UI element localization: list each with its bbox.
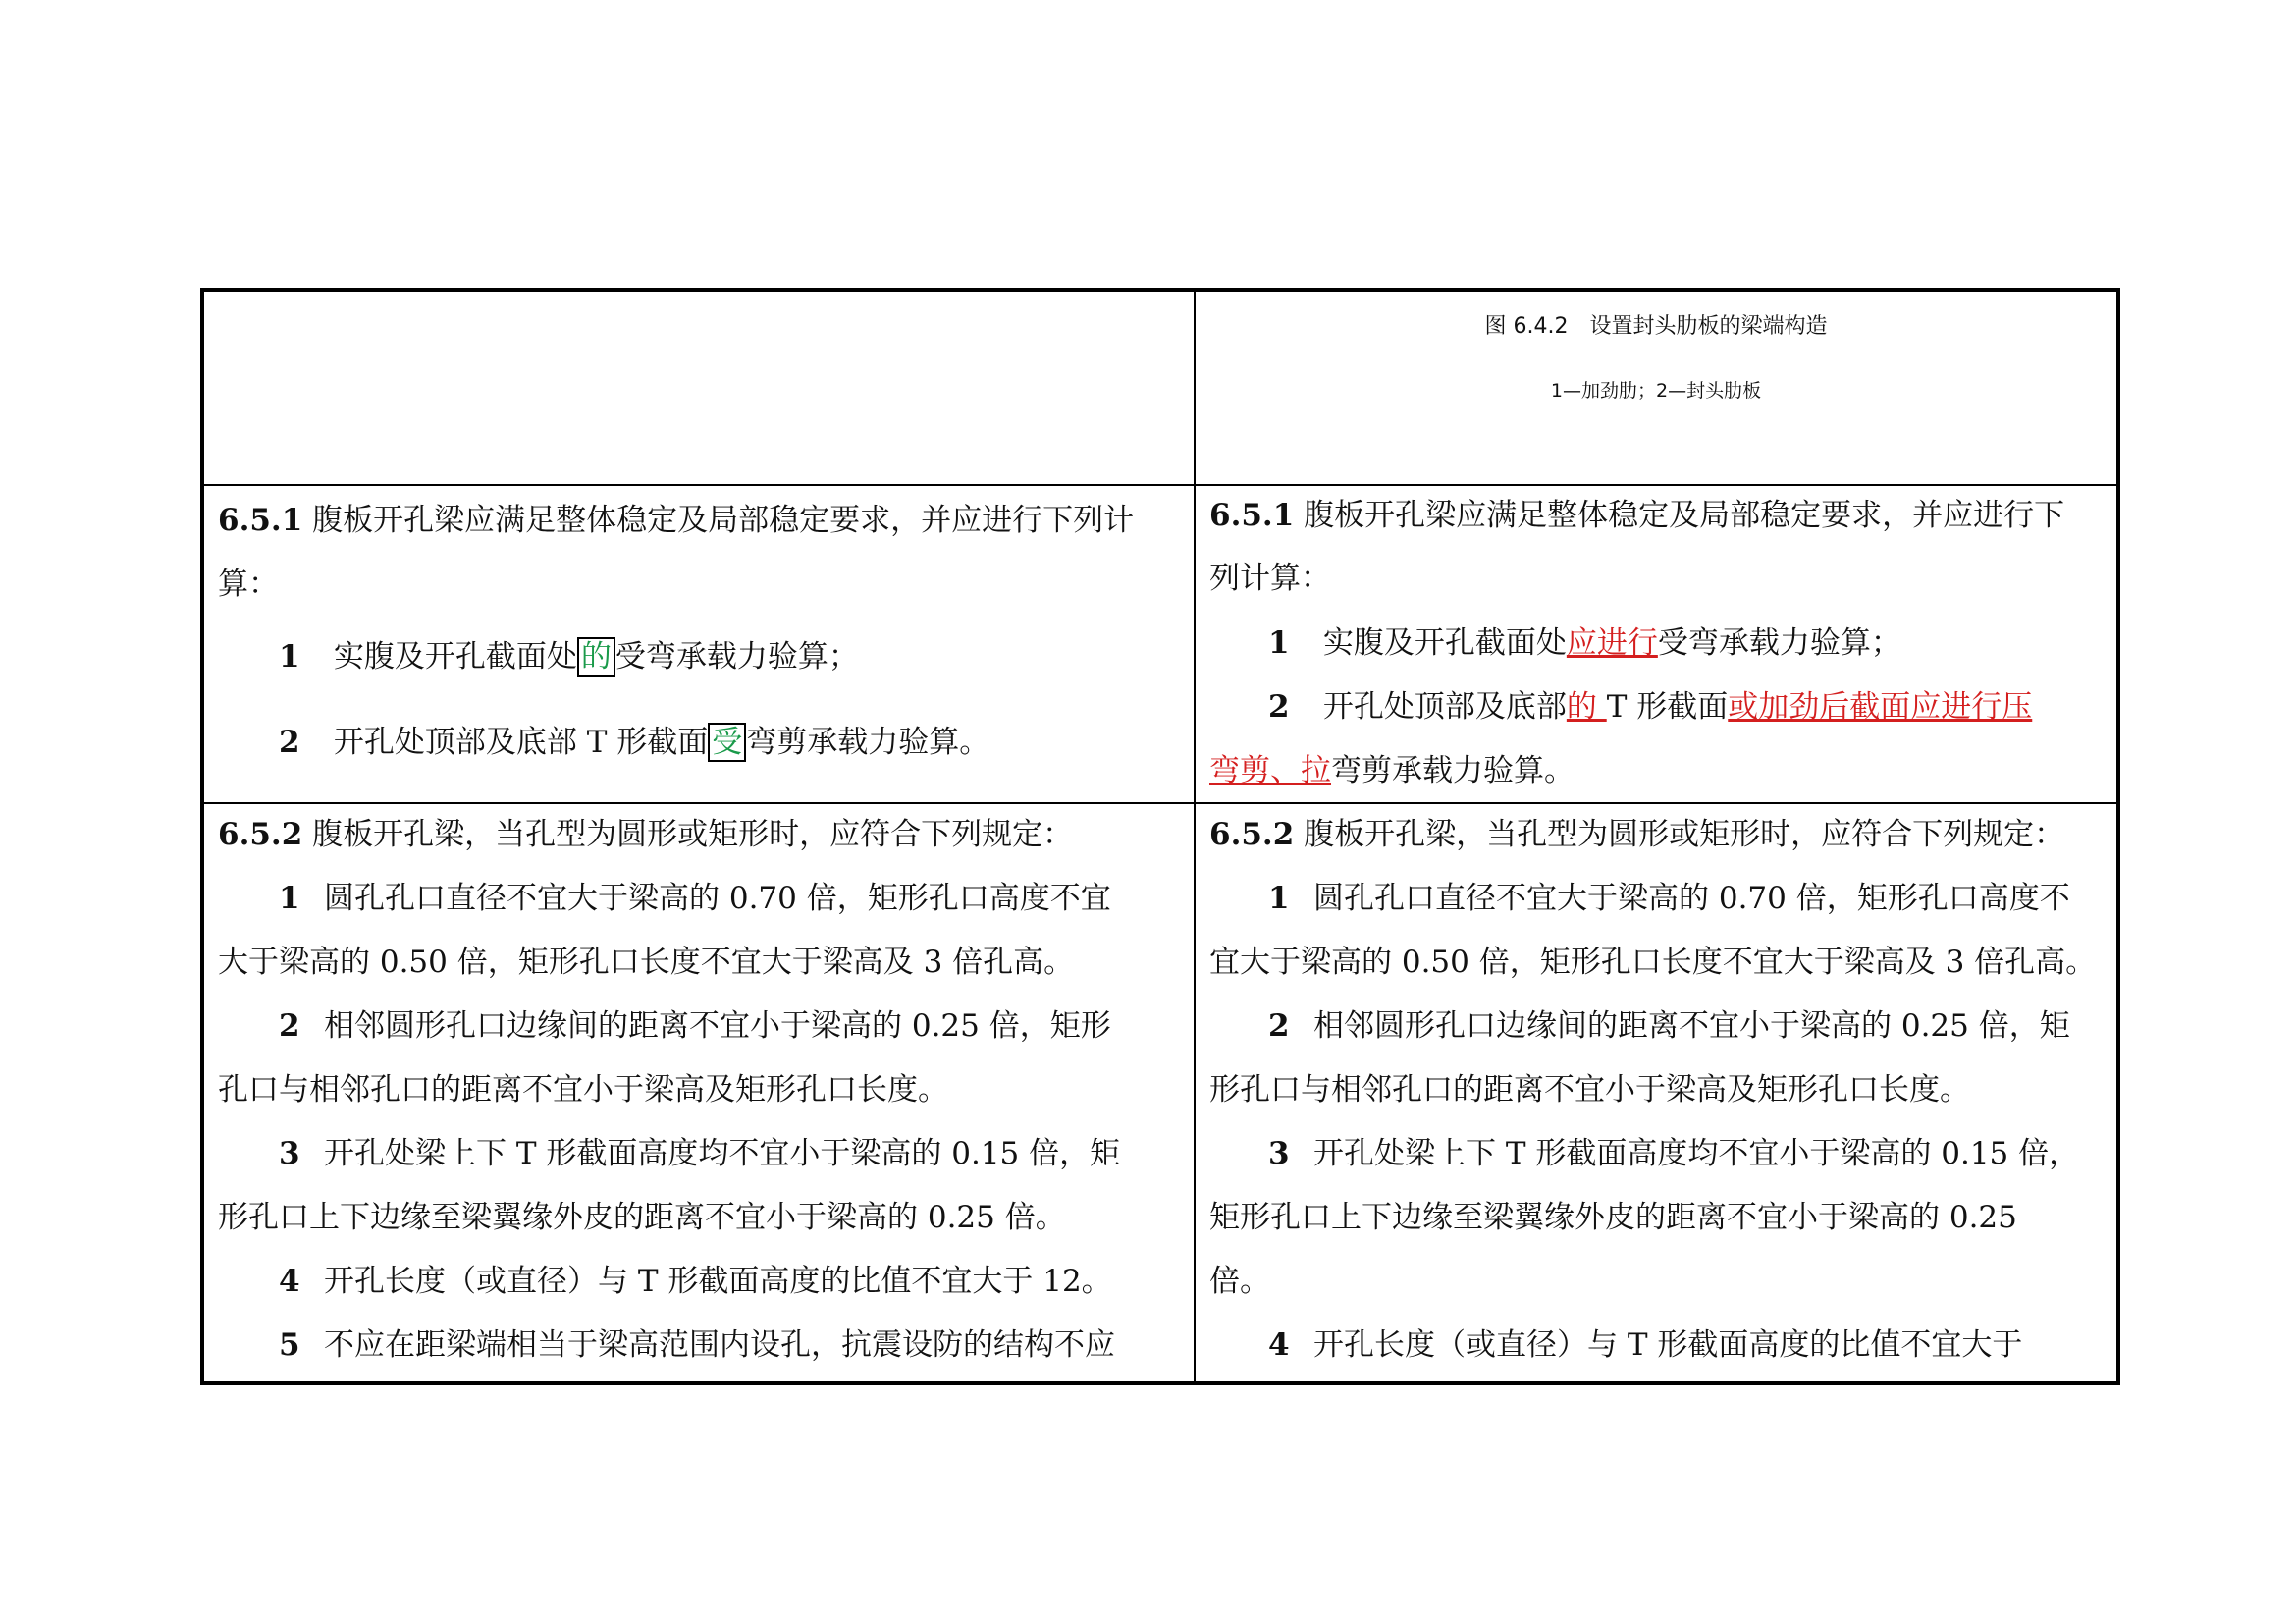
flagged-character: 受 (708, 723, 746, 762)
item-text: 开孔处顶部及底部 (1322, 689, 1567, 725)
row2-left-cell (204, 486, 1194, 802)
list-item (279, 637, 859, 677)
item-number: 2 (279, 1008, 300, 1044)
list-item (279, 1134, 1120, 1173)
clause-text: 腹板开孔梁，当孔型为圆形或矩形时，应符合下列规定： (1304, 817, 2065, 852)
item-text: 相邻圆形孔口边缘间的距离不宜小于梁高的 0.25 倍，矩 (1313, 1008, 2070, 1044)
item-number: 1 (279, 639, 300, 675)
clause-6-5-2-line1 (218, 815, 1073, 854)
figure-caption: 图 6.4.2 设置封头肋板的梁端构造 (1484, 314, 1828, 339)
item-number: 4 (279, 1264, 300, 1299)
item-text: 相邻圆形孔口边缘间的距离不宜小于梁高的 0.25 倍，矩形 (324, 1008, 1111, 1044)
clause-6-5-2-line1 (1209, 815, 2064, 854)
clause-6-5-1-line1 (1209, 496, 2107, 535)
list-item (279, 1006, 1111, 1046)
item-text: 实腹及开孔截面处 (1322, 625, 1567, 661)
clause-number: 6.5.2 (1209, 817, 1295, 852)
item-text: 实腹及开孔截面处 (333, 639, 577, 675)
revised-text: 的 (1566, 689, 1607, 725)
list-item-cont: 形孔口与相邻孔口的距离不宜小于梁高及矩形孔口长度。 (1209, 1072, 1970, 1108)
clause-text-cont: 列计算： (1209, 561, 1331, 596)
item-text: 弯剪承载力验算。 (1331, 753, 1575, 788)
item-number: 3 (1268, 1136, 1290, 1171)
item-text: 开孔处顶部及底部 T 形截面 (333, 725, 709, 760)
item-number: 5 (279, 1327, 300, 1363)
list-item (1268, 687, 2032, 727)
item-text: 开孔长度（或直径）与 T 形截面高度的比值不宜大于 (1313, 1327, 2023, 1363)
row1-left-cell (204, 292, 1194, 484)
list-item (1268, 623, 1901, 663)
list-item (1268, 1006, 2070, 1046)
item-number: 2 (1268, 689, 1290, 725)
clause-text-cont: 算： (218, 567, 279, 602)
revised-text: 弯剪、拉 (1209, 753, 1331, 788)
list-item (279, 1326, 1115, 1365)
list-item (279, 723, 989, 762)
clause-number: 6.5.2 (218, 817, 303, 852)
item-text: 开孔处梁上下 T 形截面高度均不宜小于梁高的 0.15 倍， (1313, 1136, 2080, 1171)
item-number: 4 (1268, 1327, 1290, 1363)
clause-6-5-1-line1 (218, 501, 1182, 540)
list-item-cont: 倍。 (1209, 1264, 1270, 1299)
revised-text: 或加劲后截面应进行压 (1728, 689, 2033, 725)
item-text: 圆孔孔口直径不宜大于梁高的 0.70 倍，矩形孔口高度不宜 (324, 881, 1111, 916)
item-text: 受弯承载力验算； (1657, 625, 1901, 661)
list-item-cont: 矩形孔口上下边缘至梁翼缘外皮的距离不宜小于梁高的 0.25 (1209, 1200, 2017, 1235)
flagged-character: 的 (577, 637, 615, 677)
clause-text: 腹板开孔梁，当孔型为圆形或矩形时，应符合下列规定： (312, 817, 1074, 852)
list-item (279, 1262, 1112, 1301)
list-item-cont: 孔口与相邻孔口的距离不宜小于梁高及矩形孔口长度。 (218, 1072, 948, 1108)
item-text: 受弯承载力验算； (614, 639, 859, 675)
row3-right-cell (1196, 804, 2116, 1381)
row2-right-cell (1196, 486, 2116, 802)
clause-text: 腹板开孔梁应满足整体稳定及局部稳定要求，并应进行下 (1304, 498, 2065, 533)
clause-number: 6.5.1 (1209, 498, 1295, 533)
item-number: 2 (279, 725, 300, 760)
item-number: 2 (1268, 1008, 1290, 1044)
item-text: 开孔处梁上下 T 形截面高度均不宜小于梁高的 0.15 倍，矩 (324, 1136, 1121, 1171)
list-item (279, 879, 1111, 918)
item-text: 开孔长度（或直径）与 T 形截面高度的比值不宜大于 12。 (324, 1264, 1112, 1299)
clause-number: 6.5.1 (218, 503, 303, 538)
revised-text: 应进行 (1566, 625, 1658, 661)
item-text: 圆孔孔口直径不宜大于梁高的 0.70 倍，矩形孔口高度不 (1313, 881, 2070, 916)
list-item (1268, 1134, 2079, 1173)
item-text: 不应在距梁端相当于梁高范围内设孔，抗震设防的结构不应 (324, 1327, 1115, 1363)
comparison-table (200, 288, 2120, 1385)
list-item-cont: 形孔口上下边缘至梁翼缘外皮的距离不宜小于梁高的 0.25 倍。 (218, 1200, 1066, 1235)
row3-left-cell (204, 804, 1194, 1381)
item-number: 1 (1268, 625, 1290, 661)
item-number: 1 (279, 881, 300, 916)
list-item-cont: 大于梁高的 0.50 倍，矩形孔口长度不宜大于梁高及 3 倍孔高。 (218, 945, 1075, 980)
figure-legend: 1—加劲肋；2—封头肋板 (1550, 380, 1762, 402)
item-number: 1 (1268, 881, 1290, 916)
list-item-cont: 宜大于梁高的 0.50 倍，矩形孔口长度不宜大于梁高及 3 倍孔高。 (1209, 945, 2097, 980)
item-number: 3 (279, 1136, 300, 1171)
item-text: 弯剪承载力验算。 (746, 725, 990, 760)
item-text: T 形截面 (1606, 689, 1729, 725)
clause-text: 腹板开孔梁应满足整体稳定及局部稳定要求，并应进行下列计 (312, 503, 1135, 538)
row1-right-cell (1196, 292, 2116, 484)
list-item (1268, 879, 2070, 918)
list-item (1268, 1326, 2022, 1365)
list-item-cont (1209, 751, 1575, 790)
